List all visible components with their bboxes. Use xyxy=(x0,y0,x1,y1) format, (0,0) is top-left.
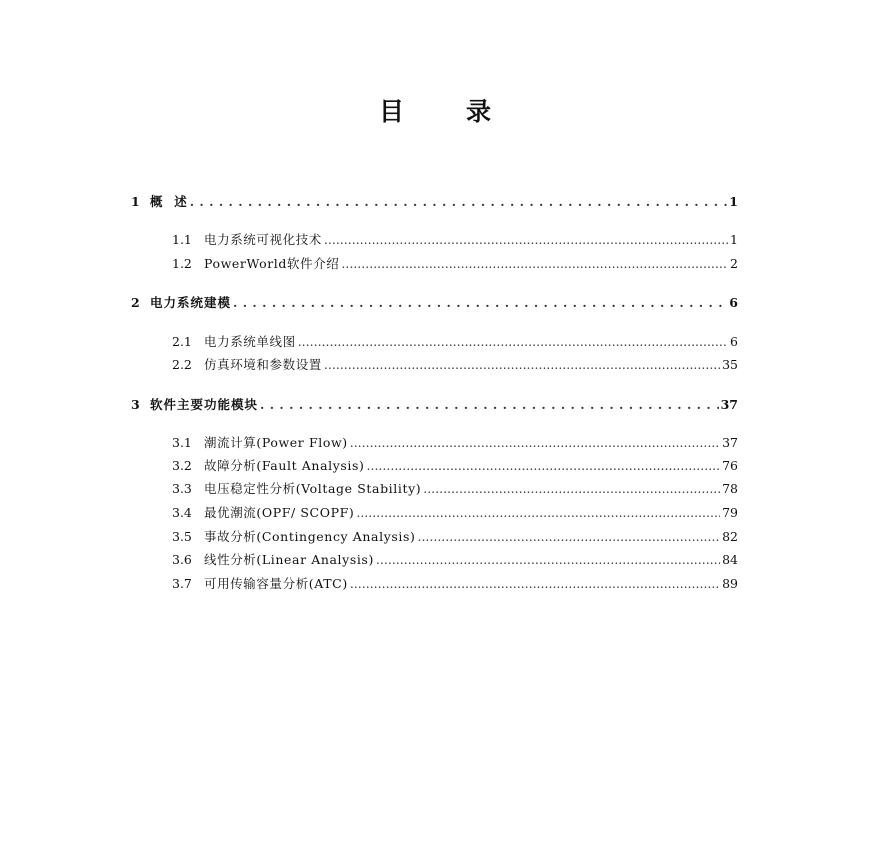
toc-label: 可用传输容量分析(ATC) xyxy=(204,576,348,591)
toc-page-number: 2 xyxy=(730,256,738,271)
toc-chapter-3[interactable] xyxy=(131,399,738,412)
toc-section-3-6[interactable] xyxy=(172,554,738,567)
toc-leader-dots xyxy=(350,437,720,450)
toc-label: 软件主要功能模块 xyxy=(150,397,259,412)
toc-number: 3.5 xyxy=(172,529,192,544)
toc-page-number: 82 xyxy=(722,529,738,544)
toc-leader-dots xyxy=(260,399,719,412)
toc-page-number: 1 xyxy=(730,232,738,247)
page-title xyxy=(0,92,870,128)
toc-label: 电压稳定性分析(Voltage Stability) xyxy=(204,481,422,496)
toc-label: 仿真环境和参数设置 xyxy=(204,357,322,372)
toc-number: 3.4 xyxy=(172,505,192,520)
toc-label: 电力系统建模 xyxy=(150,295,232,310)
toc-page-number: 37 xyxy=(722,435,738,450)
toc-section-3-3[interactable] xyxy=(172,483,738,496)
toc-section-3-4[interactable] xyxy=(172,507,738,520)
toc-section-1-2[interactable] xyxy=(172,258,738,271)
toc-chapter-2[interactable] xyxy=(131,297,738,310)
toc-page-number: 78 xyxy=(722,481,738,496)
toc-number: 2.1 xyxy=(172,334,192,349)
toc-section-3-7[interactable] xyxy=(172,578,738,591)
toc-number: 3.6 xyxy=(172,552,192,567)
toc-page-number: 1 xyxy=(729,194,738,209)
toc-label: 概 述 xyxy=(150,194,188,209)
toc-label: 线性分析(Linear Analysis) xyxy=(204,552,374,567)
toc-section-1-1[interactable] xyxy=(172,234,738,247)
toc-page-number: 35 xyxy=(722,357,738,372)
toc-number: 2 xyxy=(131,295,140,310)
toc-number: 1.1 xyxy=(172,232,192,247)
toc-leader-dots xyxy=(298,336,728,349)
toc-leader-dots xyxy=(324,234,728,247)
toc-page-number: 76 xyxy=(722,458,738,473)
toc-section-3-2[interactable] xyxy=(172,460,738,473)
toc-leader-dots xyxy=(417,531,720,544)
toc-number: 3 xyxy=(131,397,140,412)
toc-number: 1 xyxy=(131,194,140,209)
toc-leader-dots xyxy=(341,258,728,271)
toc-label: 潮流计算(Power Flow) xyxy=(204,435,348,450)
toc-chapter-1[interactable] xyxy=(131,196,738,209)
toc-number: 3.2 xyxy=(172,458,192,473)
toc-leader-dots xyxy=(423,483,720,496)
toc-number: 1.2 xyxy=(172,256,192,271)
toc-number: 3.1 xyxy=(172,435,192,450)
toc-label: 电力系统可视化技术 xyxy=(204,232,322,247)
toc-label: PowerWorld软件介绍 xyxy=(204,256,340,271)
toc-section-2-2[interactable] xyxy=(172,359,738,372)
toc-label: 故障分析(Fault Analysis) xyxy=(204,458,365,473)
toc-number: 2.2 xyxy=(172,357,192,372)
toc-label: 最优潮流(OPF/ SCOPF) xyxy=(204,505,355,520)
toc-page-number: 6 xyxy=(730,334,738,349)
toc-page-number: 89 xyxy=(722,576,738,591)
toc-leader-dots xyxy=(324,359,720,372)
toc-page-number: 6 xyxy=(729,295,738,310)
toc-number: 3.3 xyxy=(172,481,192,496)
toc-section-2-1[interactable] xyxy=(172,336,738,349)
toc-section-3-5[interactable] xyxy=(172,531,738,544)
toc-page-number: 84 xyxy=(722,552,738,567)
toc-page-number: 79 xyxy=(722,505,738,520)
toc-section-3-1[interactable] xyxy=(172,437,738,450)
title-char-1: 目 xyxy=(378,97,404,126)
title-char-2: 录 xyxy=(466,97,492,126)
toc-label: 事故分析(Contingency Analysis) xyxy=(204,529,416,544)
toc-label: 电力系统单线图 xyxy=(204,334,296,349)
toc-leader-dots xyxy=(350,578,720,591)
toc-leader-dots xyxy=(190,196,728,209)
toc-leader-dots xyxy=(376,554,720,567)
toc-leader-dots xyxy=(233,297,727,310)
toc-leader-dots xyxy=(356,507,720,520)
toc-leader-dots xyxy=(367,460,721,473)
toc-page-number: 37 xyxy=(720,397,738,412)
toc-number: 3.7 xyxy=(172,576,192,591)
